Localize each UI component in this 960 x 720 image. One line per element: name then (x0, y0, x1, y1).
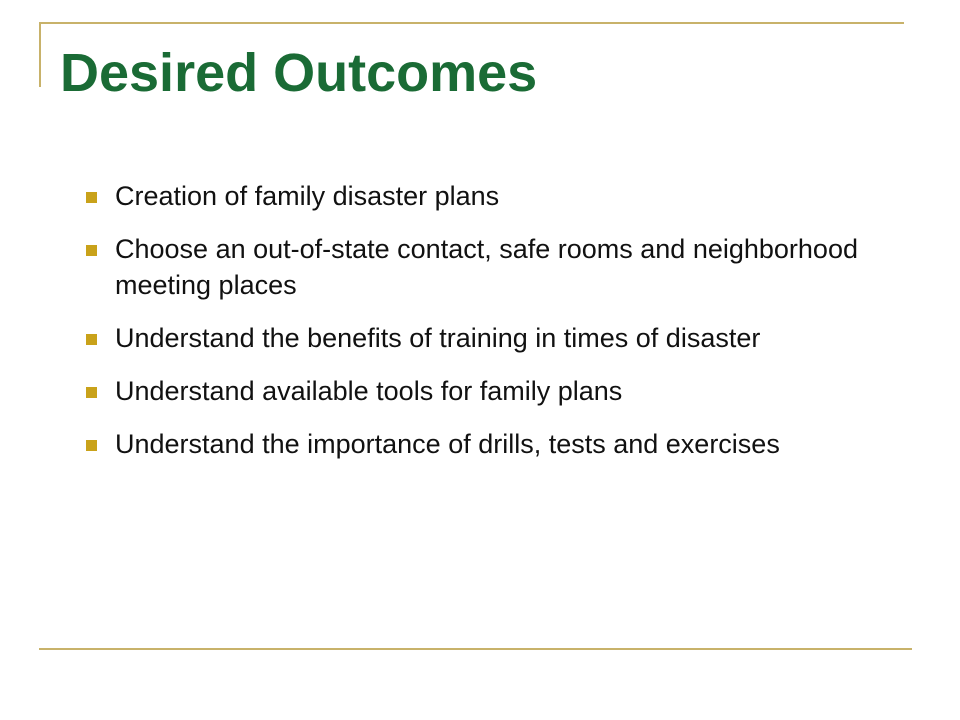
bullet-list (86, 178, 866, 479)
bullet-item (86, 231, 866, 303)
top-rule-decoration (39, 22, 904, 24)
slide-title: Desired Outcomes (60, 43, 538, 103)
bullet-text: Choose an out-of-state contact, safe rooms and neighborhood meeting places (115, 234, 858, 300)
bullet-item (86, 373, 866, 409)
square-bullet-icon (86, 192, 97, 203)
square-bullet-icon (86, 387, 97, 398)
left-rule-decoration (39, 22, 41, 87)
square-bullet-icon (86, 334, 97, 345)
bullet-text: Understand the benefits of training in times of disaster (115, 323, 761, 353)
square-bullet-icon (86, 440, 97, 451)
bullet-text: Creation of family disaster plans (115, 181, 500, 211)
bottom-rule-decoration (39, 648, 912, 650)
bullet-text: Understand the importance of drills, tests and exercises (115, 429, 780, 459)
square-bullet-icon (86, 245, 97, 256)
bullet-item (86, 426, 866, 462)
bullet-item (86, 320, 866, 356)
bullet-text: Understand available tools for family plans (115, 376, 623, 406)
bullet-item (86, 178, 866, 214)
